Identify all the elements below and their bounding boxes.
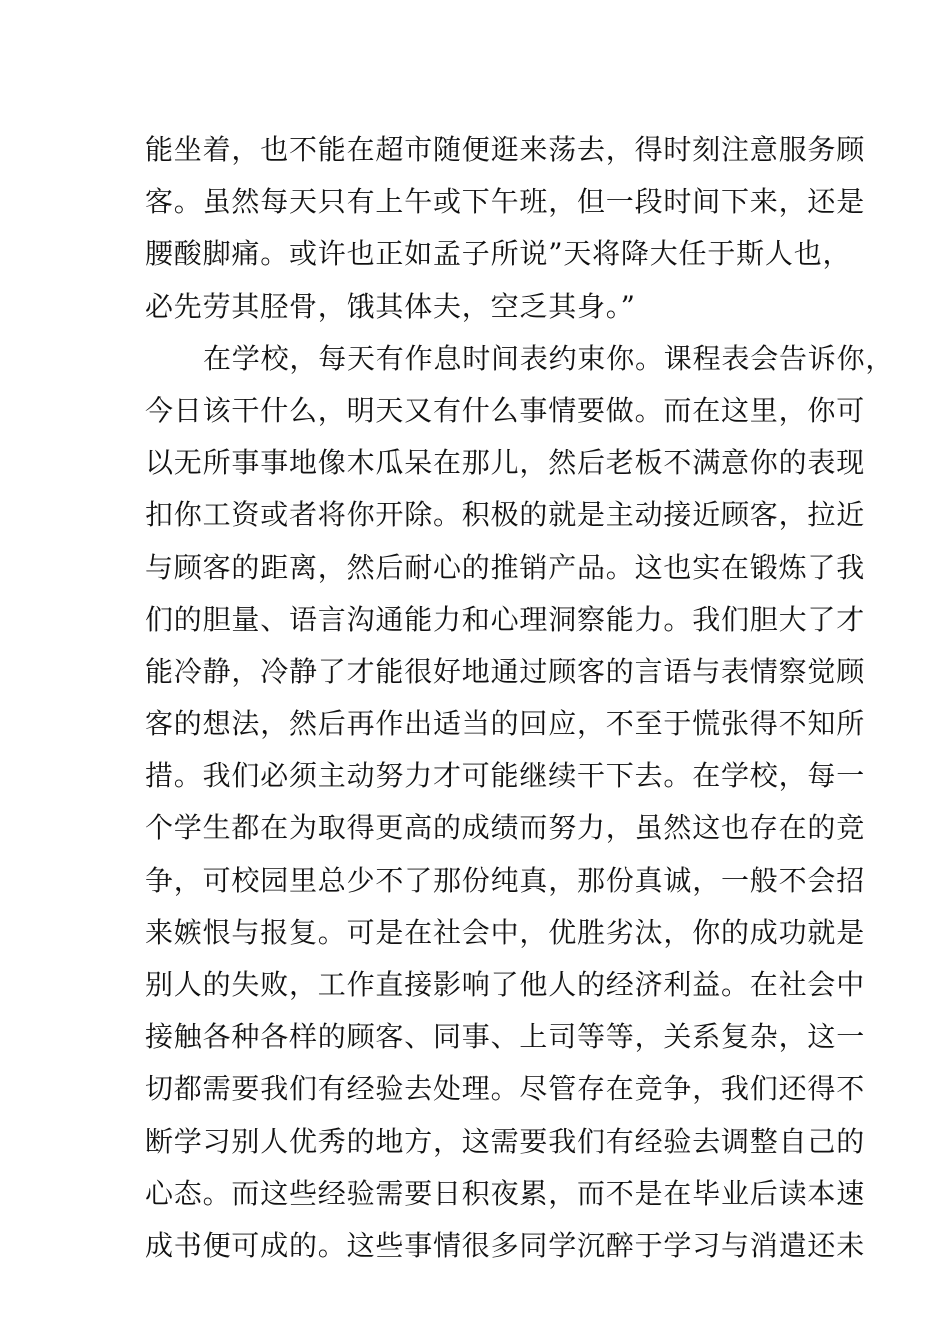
text-line: 能冷静，冷静了才能很好地通过顾客的言语与表情察觉顾 [145, 654, 866, 688]
text-line: 今日该干什么，明天又有什么事情要做。而在这里，你可 [145, 393, 866, 427]
text-line: 切都需要我们有经验去处理。尽管存在竞争，我们还得不 [145, 1072, 866, 1106]
text-line: 个学生都在为取得更高的成绩而努力，虽然这也存在的竞 [145, 811, 866, 845]
text-line: 必先劳其胫骨，饿其体夫，空乏其身。” [145, 289, 636, 323]
text-line: 客。虽然每天只有上午或下午班，但一段时间下来，还是 [145, 185, 866, 219]
paragraph-first-line: 在学校，每天有作息时间表约束你。课程表会告诉你， [203, 341, 895, 375]
text-line: 与顾客的距离，然后耐心的推销产品。这也实在锻炼了我 [145, 550, 866, 584]
text-line: 别人的失败，工作直接影响了他人的经济利益。在社会中 [145, 968, 866, 1001]
text-line: 腰酸脚痛。或许也正如孟子所说”天将降大任于斯人也， [145, 237, 852, 271]
text-line: 以无所事事地像木瓜呆在那儿，然后老板不满意你的表现 [145, 446, 866, 480]
text-line: 客的想法，然后再作出适当的回应，不至于慌张得不知所 [145, 707, 866, 741]
text-line: 争，可校园里总少不了那份纯真，那份真诚，一般不会招 [145, 863, 866, 897]
text-line: 们的胆量、语言沟通能力和心理洞察能力。我们胆大了才 [145, 602, 866, 636]
text-line: 成书便可成的。这些事情很多同学沉醉于学习与消遣还未 [145, 1228, 866, 1262]
text-line: 断学习别人优秀的地方，这需要我们有经验去调整自己的 [145, 1124, 866, 1158]
text-line: 扣你工资或者将你开除。积极的就是主动接近顾客，拉近 [145, 498, 866, 532]
text-line: 能坐着，也不能在超市随便逛来荡去，得时刻注意服务顾 [145, 133, 866, 166]
text-line: 心态。而这些经验需要日积夜累，而不是在毕业后读本速 [145, 1176, 866, 1210]
text-line: 措。我们必须主动努力才可能继续干下去。在学校，每一 [145, 759, 866, 793]
text-line: 来嫉恨与报复。可是在社会中，优胜劣汰，你的成功就是 [145, 915, 866, 949]
document-body [145, 124, 895, 1272]
text-line: 接触各种各样的顾客、同事、上司等等，关系复杂，这一 [145, 1020, 866, 1054]
